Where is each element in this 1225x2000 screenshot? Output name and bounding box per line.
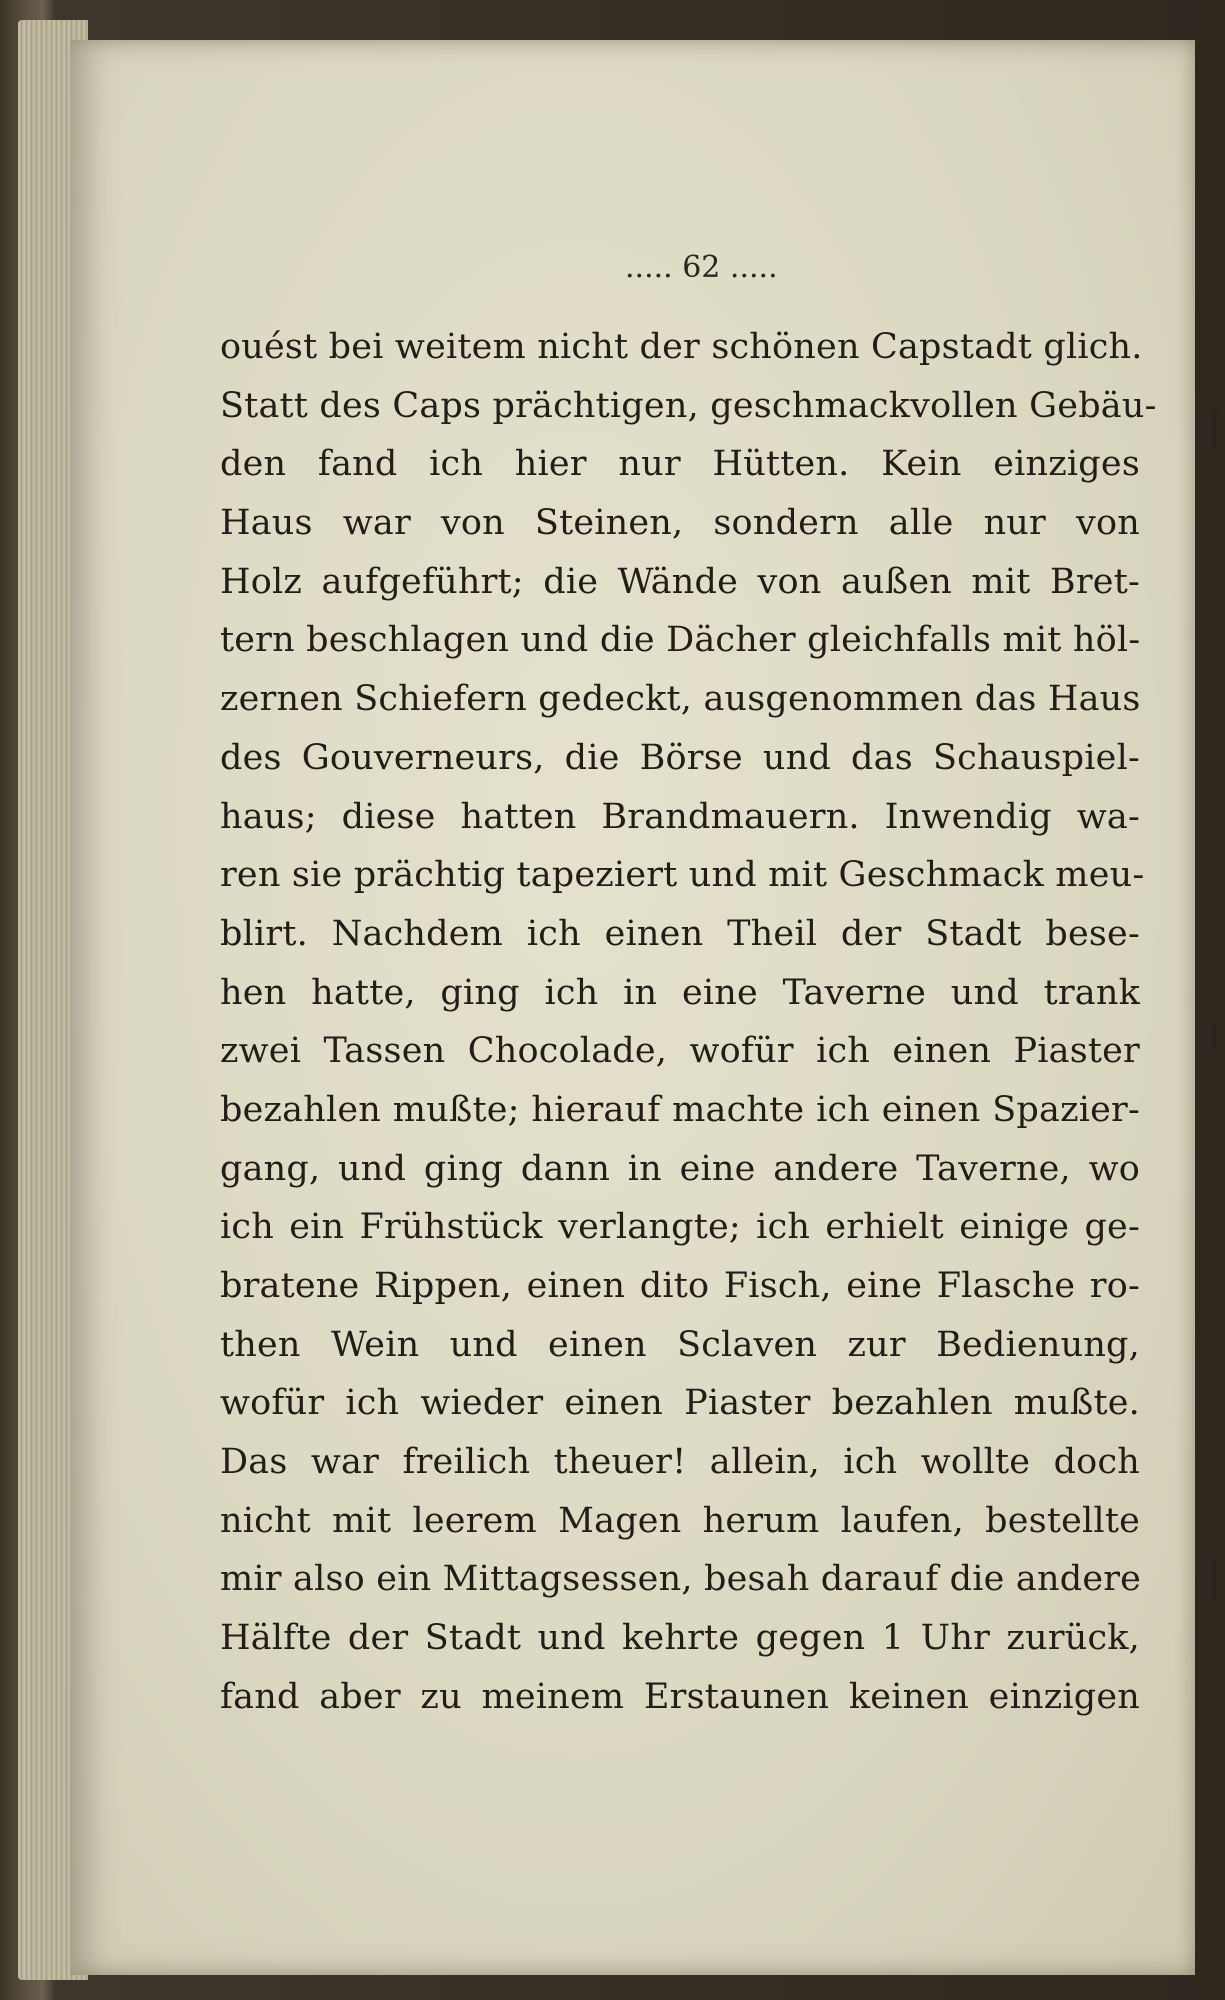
text-line: ich ein Frühstück verlangte; ich erhielt einige ge- — [220, 1207, 1140, 1248]
text-line: den fand ich hier nur Hütten. Kein einziges — [220, 444, 1140, 485]
text-line: des Gouverneurs, die Börse und das Schauspiel- — [220, 737, 1140, 778]
text-line: haus; diese hatten Brandmauern. Inwendig wa- — [220, 796, 1140, 837]
text-line: blirt. Nachdem ich einen Theil der Stadt bese- — [220, 913, 1140, 954]
text-line: Haus war von Steinen, sondern alle nur von — [220, 503, 1140, 544]
text-line: nicht mit leerem Magen herum laufen, bestellte — [220, 1500, 1140, 1541]
page-number: ..... 62 ..... — [625, 250, 778, 285]
book-page — [70, 40, 1195, 1975]
text-line: zwei Tassen Chocolade, wofür ich einen Piaster — [220, 1031, 1140, 1072]
text-line: wofür ich wieder einen Piaster bezahlen mußte. — [220, 1383, 1140, 1424]
text-line: gang, und ging dann in eine andere Taverne, wo — [220, 1148, 1140, 1189]
text-line: ren sie prächtig tapeziert und mit Geschmack meu- — [220, 855, 1145, 896]
body-text — [220, 318, 1157, 1727]
text-line: Holz aufgeführt; die Wände von außen mit Bret- — [220, 561, 1140, 602]
text-line: ouést bei weitem nicht der schönen Capstadt glich. — [220, 327, 1143, 367]
text-line: hen hatte, ging ich in eine Taverne und trank — [220, 972, 1140, 1013]
text-line: bratene Rippen, einen dito Fisch, eine Flasche ro- — [220, 1266, 1140, 1306]
text-line: tern beschlagen und die Dächer gleichfalls mit höl- — [220, 620, 1141, 661]
binding-mark — [1213, 1020, 1217, 1050]
text-line: Das war freilich theuer! allein, ich wollte doch — [220, 1442, 1140, 1483]
binding-mark — [1213, 1560, 1217, 1600]
text-line: zernen Schiefern gedeckt, ausgenommen das Haus — [220, 679, 1141, 720]
text-line: fand aber zu meinem Erstaunen keinen einzigen — [220, 1676, 1140, 1717]
text-line: mir also ein Mittagsessen, besah darauf die andere — [220, 1559, 1142, 1600]
text-line: then Wein und einen Sclaven zur Bedienung, — [220, 1324, 1140, 1365]
text-line: Statt des Caps prächtigen, geschmackvollen Gebäu- — [220, 385, 1157, 426]
text-line: Hälfte der Stadt und kehrte gegen 1 Uhr zurück, — [220, 1618, 1140, 1659]
binding-mark — [1213, 410, 1217, 450]
text-line: bezahlen mußte; hierauf machte ich einen Spazier- — [220, 1089, 1140, 1130]
